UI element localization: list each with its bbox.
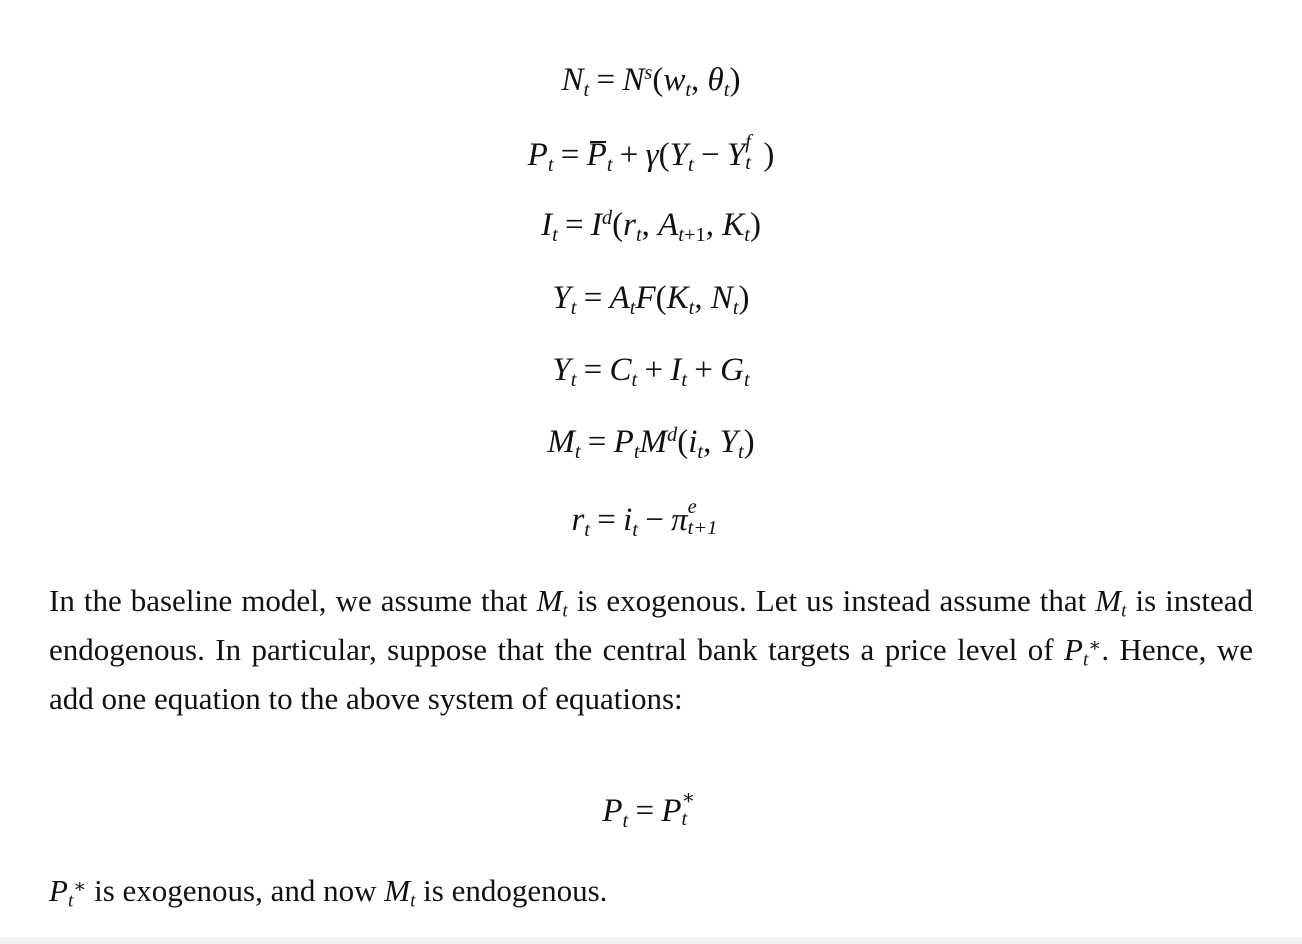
equation-labor-supply: $N_t = N^s(w_t$, $\theta_t$) <box>561 61 741 102</box>
closing-text-part: is endogenous. <box>415 873 608 908</box>
equation-price-target: $P_t = P$ ∗ t <box>602 787 696 833</box>
equation-price-level: $P_t = P_t + \gamma(Y_t - Y$ f t ) <box>527 131 775 177</box>
paragraph-text-part: is exogenous. Let us instead assume that <box>567 583 1096 618</box>
equation-production: $Y_t = A_tF(K_t$, $N_t$) <box>552 280 750 320</box>
page-bottom-edge <box>0 937 1302 944</box>
paragraph-text: In the baseline model, we assume that $M_t$ is exogenous. Let us instead assume that $M_t$ is instead endogenous. In particular, suppose that the central bank targets a price level of $P_t^∗$. Hence, we add one equation to the above system of equations: <box>49 583 1253 716</box>
paragraph-text-part: is instead endogenous. In particular, suppose that the central bank targets a price level of <box>49 583 1253 667</box>
closing-text-part: is exogenous, and now <box>86 873 385 908</box>
equation-investment: $I_t = I^d(r_t$, $A_{t+1}$, $K_t$) <box>541 206 761 247</box>
closing-text: $P_t^∗$ is exogenous, and now $M_t$ is endogenous. <box>49 873 608 912</box>
paragraph-text-part: . Hence, we add one equation to the above system of equations: <box>49 632 1253 716</box>
equation-fisher: $r_t = i_t - \pi$ e t+1 <box>571 496 718 542</box>
equation-goods-market: $Y_t = C_t + I_t + G_t$ <box>552 352 750 392</box>
paragraph-text-part: In the baseline model, we assume that <box>49 583 537 618</box>
equation-money-market: $M_t = P_tM^d(i_t$, $Y_t$) <box>547 423 755 464</box>
